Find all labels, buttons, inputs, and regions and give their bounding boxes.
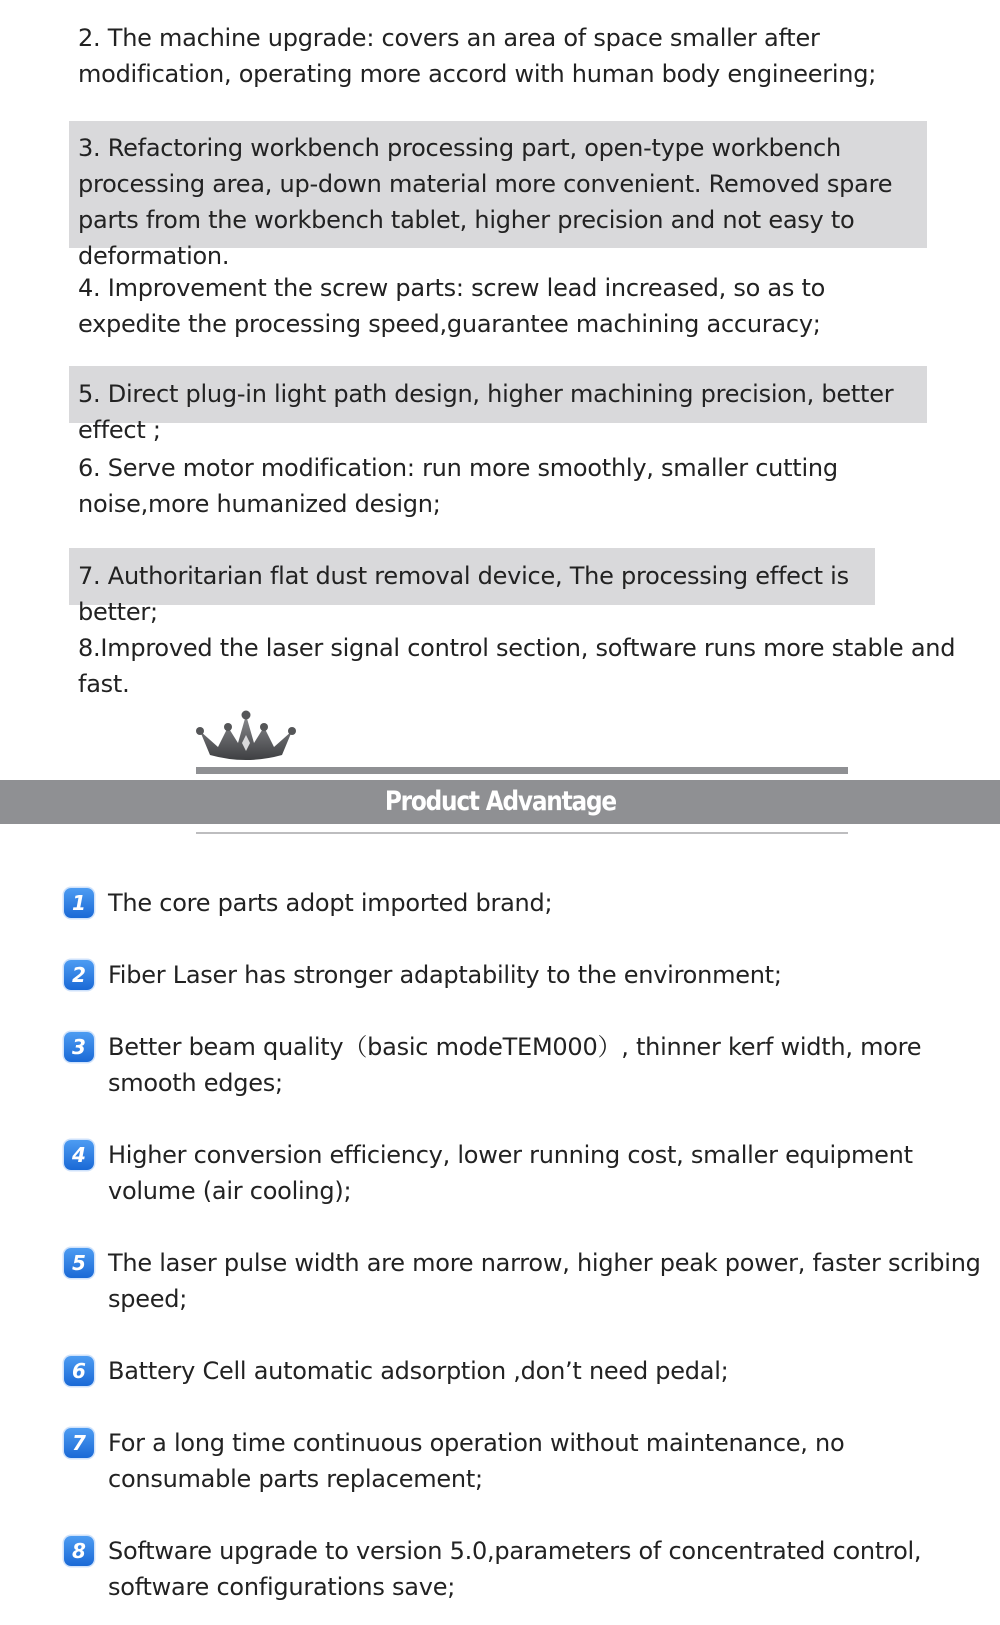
number-badge-icon: 2 [64,960,94,990]
section-title: Product Advantage [384,786,616,817]
number-badge-icon: 8 [64,1536,94,1566]
number-badge-icon: 4 [64,1140,94,1170]
advantage-text: The laser pulse width are more narrow, higher peak power, faster scribing speed; [108,1249,981,1313]
section-banner [0,780,1000,824]
advantage-text: The core parts adopt imported brand; [108,889,553,917]
advantage-text: Fiber Laser has stronger adaptability to the environment; [108,961,782,989]
upgrade-item-7: 7. Authoritarian flat dust removal device, The processing effect is better; [69,548,875,605]
number-badge-icon: 1 [64,888,94,918]
number-badge-icon: 6 [64,1356,94,1386]
advantage-text: Battery Cell automatic adsorption ,don’t need pedal; [108,1357,729,1385]
upgrade-item-2: 2. The machine upgrade: covers an area of space smaller after modification, operating more accord with human body engineering; [78,24,877,88]
number-badge-icon: 3 [64,1032,94,1062]
banner-top-bar [196,767,848,774]
upgrade-item-3: 3. Refactoring workbench processing part, open-type workbench processing area, up-down material more convenient. Removed spare parts from the workbench tablet, higher precision and not easy to deformation. [69,121,927,248]
upgrade-item-6: 6. Serve motor modification: run more smoothly, smaller cutting noise,more humanized design; [78,454,838,518]
number-badge-icon: 5 [64,1248,94,1278]
advantage-text: Better beam quality（basic modeTEM000）, thinner kerf width, more smooth edges; [108,1033,922,1097]
advantage-text: Software upgrade to version 5.0,parameters of concentrated control, software configurations save; [108,1537,922,1601]
advantage-text: For a long time continuous operation without maintenance, no consumable parts replacement; [108,1429,845,1493]
upgrade-item-5: 5. Direct plug-in light path design, higher machining precision, better effect ; [69,366,927,423]
upgrade-item-4: 4. Improvement the screw parts: screw lead increased, so as to expedite the processing speed,guarantee machining accuracy; [78,274,826,338]
upgrade-item-8: 8.Improved the laser signal control section, software runs more stable and fast. [78,634,956,698]
crown-icon [196,709,296,765]
banner-bottom-line [196,832,848,834]
number-badge-icon: 7 [64,1428,94,1458]
advantage-text: Higher conversion efficiency, lower running cost, smaller equipment volume (air cooling); [108,1141,913,1205]
